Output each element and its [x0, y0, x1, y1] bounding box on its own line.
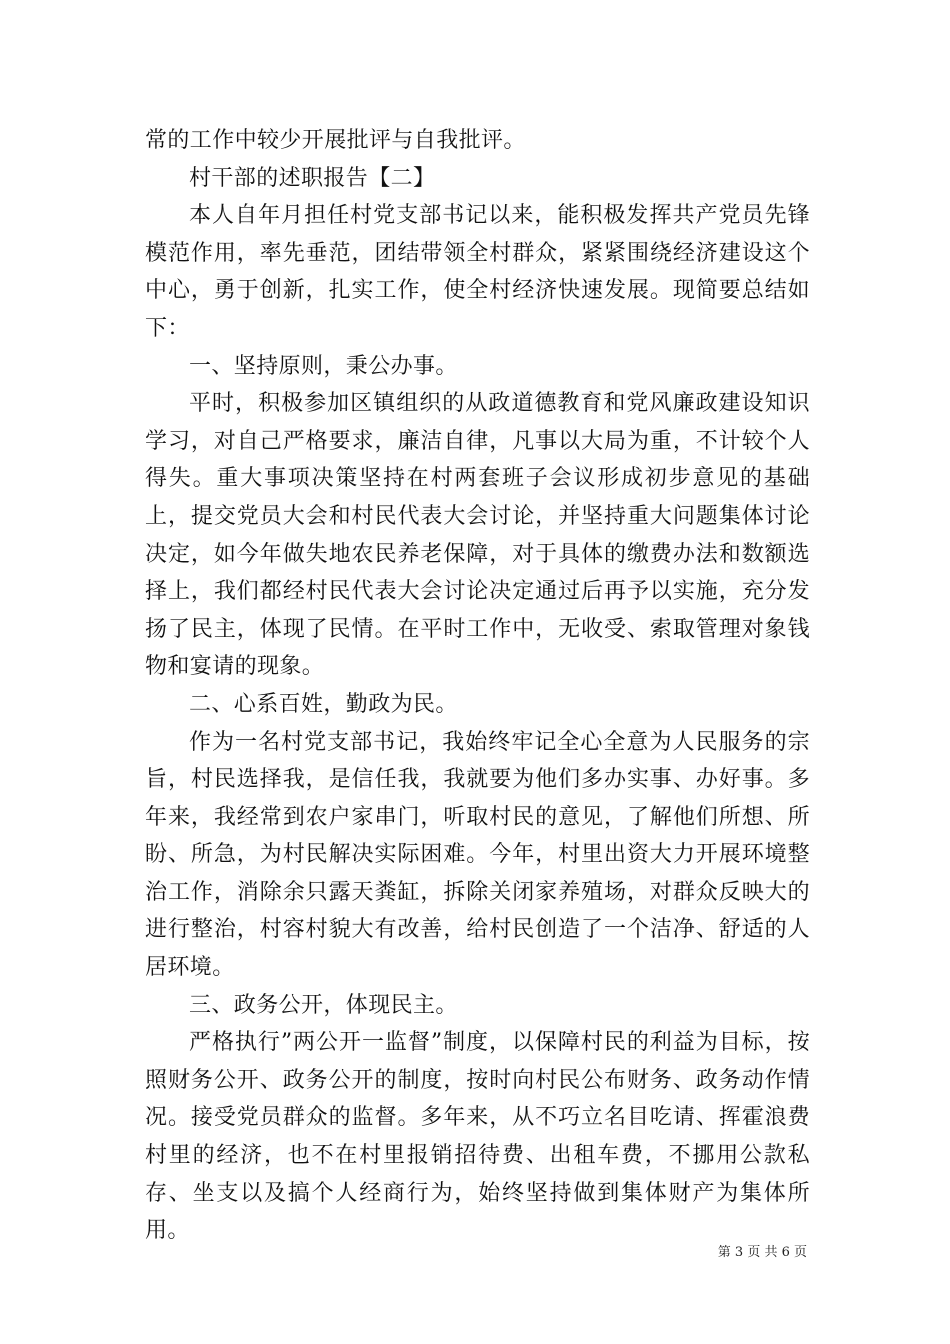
document-body: [145, 122, 810, 1250]
section-title: 村干部的述职报告【二】: [189, 165, 436, 191]
paragraph-people: 作为一名村党支部书记，我始终牢记全心全意为人民服务的宗旨，村民选择我，是信任我，我就要为他们多办实事、办好事。多年来，我经常到农户家串门，听取村民的意见，了解他们所想、所盼、所急，为村民解决实际困难。今年，村里出资大力开展环境整治工作，消除余只露天粪缸，拆除关闭家养殖场，对群众反映大的进行整治，村容村貌大有改善，给村民创造了一个洁净、舒适的人居环境。: [145, 729, 810, 981]
paragraph-continuation: 常的工作中较少开展批评与自我批评。: [145, 128, 526, 153]
page-number: 第 3 页 共 6 页: [717, 1245, 807, 1260]
paragraph-intro: 本人自年月担任村党支部书记以来，能积极发挥共产党员先锋模范作用，率先垂范，团结带领全村群众，紧紧围绕经济建设这个中心，勇于创新，扎实工作，使全村经济快速发展。现简要总结如下：: [145, 203, 810, 341]
heading-three: 三、政务公开，体现民主。: [189, 992, 458, 1018]
heading-one: 一、坚持原则，秉公办事。: [189, 353, 458, 379]
heading-two: 二、心系百姓，勤政为民。: [189, 691, 458, 717]
paragraph-openness: 严格执行”两公开一监督”制度，以保障村民的利益为目标，按照财务公开、政务公开的制度，按时向村民公布财务、政务动作情况。接受党员群众的监督。多年来，从不巧立名目吃请、挥霍浪费村里的经济，也不在村里报销招待费、出租车费，不挪用公款私存、坐支以及搞个人经商行为，始终坚持做到集体财产为集体所用。: [145, 1030, 810, 1244]
paragraph-principle: 平时，积极参加区镇组织的从政道德教育和党风廉政建设知识学习，对自己严格要求，廉洁自律，凡事以大局为重，不计较个人得失。重大事项决策坚持在村两套班子会议形成初步意见的基础上，提交党员大会和村民代表大会讨论，并坚持重大问题集体讨论决定，如今年做失地农民养老保障，对于具体的缴费办法和数额选择上，我们都经村民代表大会讨论决定通过后再予以实施，充分发扬了民主，体现了民情。在平时工作中，无收受、索取管理对象钱物和宴请的现象。: [145, 391, 810, 680]
